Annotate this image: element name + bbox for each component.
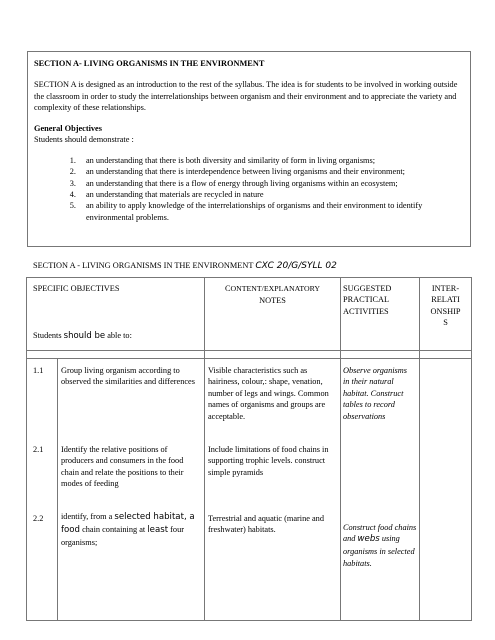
- practical-activity: Construct food chains and webs using organisms in selected habitats.: [343, 523, 417, 568]
- content-notes: Include limitations of food chains in supporting trophic levels. construct simple pyramids: [208, 445, 329, 477]
- objectives-table: [26, 277, 472, 621]
- header-interrelationships: INTER- RELATI ONSHIP S: [430, 284, 461, 328]
- objectives-list: [62, 155, 462, 224]
- row-number: 1.1: [33, 366, 44, 375]
- row-number: 2.1: [33, 445, 44, 454]
- header-content-notes: CONTENT/EXPLANATORY NOTES: [224, 284, 321, 305]
- section-heading: SECTION A- LIVING ORGANISMS IN THE ENVIRONMENT: [34, 59, 265, 68]
- objective-item: 5. an ability to apply knowledge of the interrelationships of organisms and their environment to identify environmental problems.: [69, 201, 423, 222]
- header-specific-objectives: SPECIFIC OBJECTIVES: [33, 284, 120, 293]
- table-caption: SECTION A - LIVING ORGANISMS IN THE ENVIRONMENT CXC 20/G/SYLL 02: [33, 261, 337, 271]
- syllabus-code: CXC 20/G/SYLL 02: [255, 261, 337, 271]
- content-notes: Visible characteristics such as hairiness, colour,: shape, venation, number of legs and wings. Common names of organisms and groups are acceptable.: [208, 366, 329, 421]
- practical-activity: Observe organisms in their natural habitat. Construct tables to record observations: [343, 366, 407, 421]
- objective-item: 2. an understanding that there is interdependence between living organisms and their environment;: [69, 167, 405, 177]
- header-suggested-activities: SUGGESTED PRACTICAL ACTIVITIES: [343, 284, 392, 316]
- objective-text: Identify the relative positions of producers and consumers in the food chain and relate the positions to their modes of feeding: [61, 445, 184, 489]
- row-number: 2.2: [33, 514, 44, 523]
- intro-paragraph: SECTION A is designed as an introduction to the rest of the syllabus. The idea is for students to be involved in working outside the classroom in order to study the interrelationships between organism and their environment and to appreciate the variety and complexity of these relationships.: [34, 80, 458, 113]
- objective-item: 3. an understanding that there is a flow of energy through living organisms within an ecosystem;: [69, 178, 398, 188]
- objective-text: Group living organism according to observed the similarities and differences: [61, 366, 195, 387]
- students-label: Students should be able to:: [33, 331, 132, 341]
- demonstrate-text: Students should demonstrate :: [34, 135, 134, 145]
- section-intro-box: [27, 51, 471, 247]
- objective-item: 4. an understanding that materials are recycled in nature: [69, 189, 264, 199]
- objective-item: 1. an understanding that there is both diversity and similarity of form in living organisms;: [69, 155, 376, 165]
- objective-text: identify, from a selected habitat, a food chain containing at least four organisms;: [61, 512, 195, 547]
- general-objectives-title: General Objectives: [34, 123, 102, 133]
- content-notes: Terrestrial and aquatic (marine and freshwater) habitats.: [208, 514, 324, 535]
